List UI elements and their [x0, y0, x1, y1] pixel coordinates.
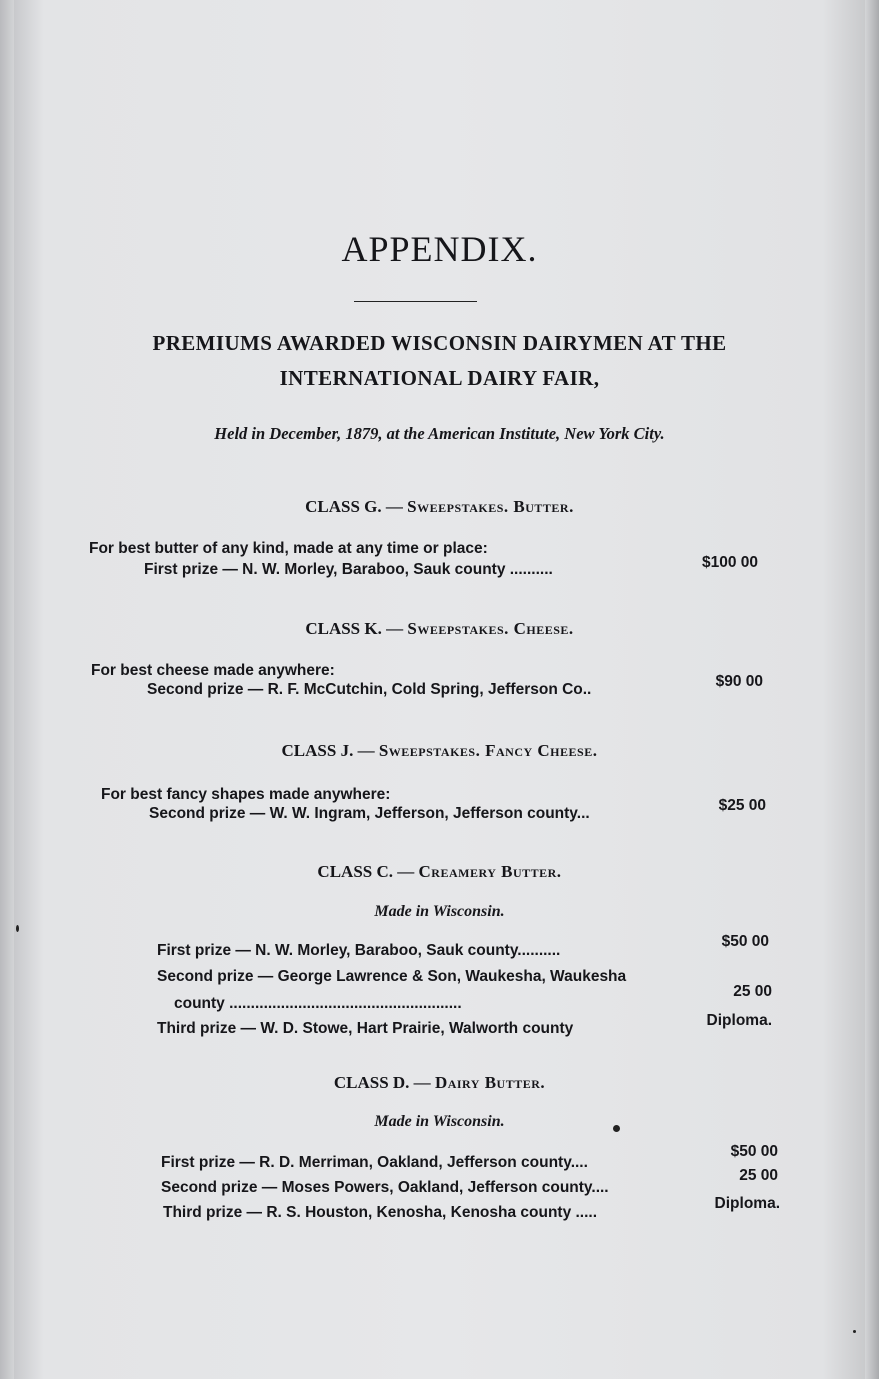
event-subtitle: Held in December, 1879, at the American Institute, New York City.	[214, 424, 665, 443]
class-name: Sweepstakes. Fancy Cheese.	[378, 741, 598, 760]
main-heading-line1: PREMIUMS AWARDED WISCONSIN DAIRYMEN AT THE	[152, 331, 727, 355]
class-d-entry-1: First prize — R. D. Merriman, Oakland, Jefferson county....	[161, 1154, 588, 1171]
class-d-heading	[0, 1073, 879, 1093]
class-g-entry-1: First prize — N. W. Morley, Baraboo, Sauk county ..........	[144, 561, 553, 578]
class-name: Sweepstakes. Butter.	[407, 497, 574, 516]
class-d-subtitle: Made in Wisconsin.	[374, 1113, 505, 1130]
ink-speck	[853, 1330, 856, 1333]
class-d-entry-2: Second prize — Moses Powers, Oakland, Jefferson county....	[161, 1179, 609, 1196]
class-j-entry-1: Second prize — W. W. Ingram, Jefferson, Jefferson county...	[149, 805, 590, 822]
class-c-entry-2: Second prize — George Lawrence & Son, Waukesha, Waukesha	[157, 968, 627, 985]
class-j-entry-1-amount: $25 00	[718, 797, 766, 814]
class-j-heading	[0, 741, 879, 761]
class-label: CLASS C. —	[317, 862, 419, 881]
class-c-entry-1: First prize — N. W. Morley, Baraboo, Sauk county..........	[157, 942, 561, 959]
main-heading-line2: INTERNATIONAL DAIRY FAIR,	[279, 366, 600, 390]
class-label: CLASS J. —	[281, 741, 379, 760]
class-d-entry-3-amount: Diploma.	[714, 1195, 780, 1212]
class-k-entry-1: Second prize — R. F. McCutchin, Cold Spring, Jefferson Co..	[147, 681, 592, 698]
class-k-heading	[0, 619, 879, 639]
class-c-entry-4-amount: Diploma.	[706, 1012, 772, 1029]
title-rule	[354, 301, 477, 302]
class-label: CLASS D. —	[333, 1073, 435, 1092]
class-c-entry-3-amount: 25 00	[733, 983, 772, 1000]
class-c-heading	[0, 862, 879, 882]
page-edge-left	[0, 0, 14, 1379]
class-g-intro: For best butter of any kind, made at any time or place:	[89, 540, 488, 557]
class-d-entry-3: Third prize — R. S. Houston, Kenosha, Kenosha county .....	[163, 1204, 598, 1221]
class-name: Sweepstakes. Cheese.	[407, 619, 574, 638]
class-k-entry-1-amount: $90 00	[715, 673, 763, 690]
class-c-subtitle: Made in Wisconsin.	[374, 903, 505, 920]
class-j-intro: For best fancy shapes made anywhere:	[101, 786, 391, 803]
class-c-entry-1-amount: $50 00	[721, 933, 769, 950]
class-label: CLASS K. —	[305, 619, 408, 638]
ink-speck	[613, 1125, 620, 1132]
class-name: Dairy Butter.	[434, 1073, 546, 1092]
page-title: APPENDIX.	[341, 229, 538, 269]
class-g-heading	[0, 497, 879, 517]
ink-speck	[16, 925, 19, 932]
page-edge-right	[865, 0, 879, 1379]
class-d-entry-2-amount: 25 00	[739, 1167, 778, 1184]
class-d-entry-1-amount: $50 00	[730, 1143, 778, 1160]
class-label: CLASS G. —	[305, 497, 408, 516]
class-g-entry-1-amount: $100 00	[701, 554, 758, 571]
class-c-entry-4: Third prize — W. D. Stowe, Hart Prairie, Walworth county	[157, 1020, 574, 1037]
class-c-entry-3: county ......................................................	[174, 995, 462, 1012]
class-name: Creamery Butter.	[418, 862, 562, 881]
class-k-intro: For best cheese made anywhere:	[91, 662, 335, 679]
